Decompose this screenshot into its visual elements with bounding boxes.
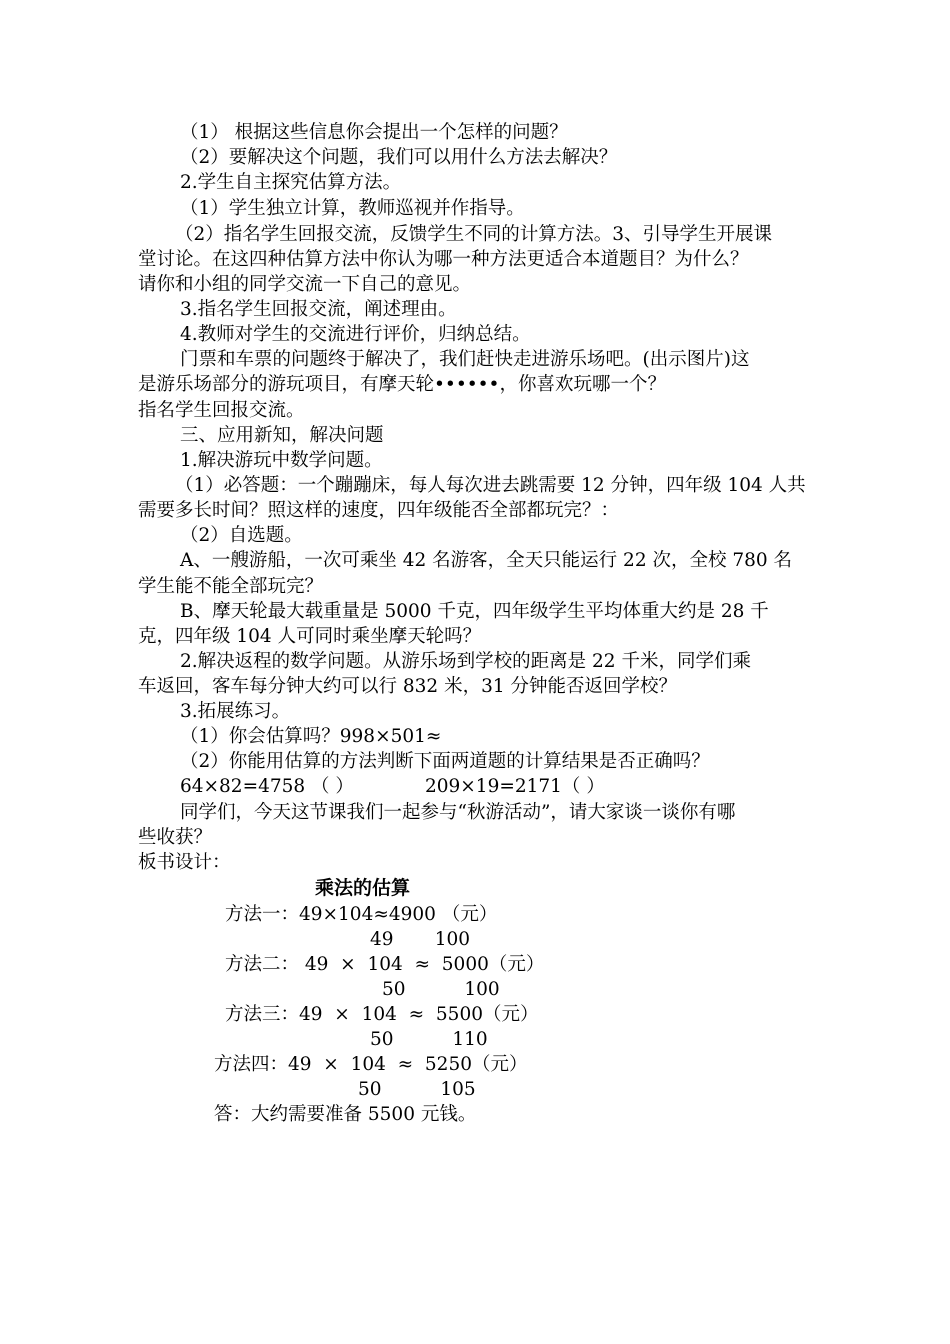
step-2-heading: 2.学生自主探究估算方法。 (180, 172, 402, 193)
section-3-heading: 三、应用新知，解决问题 (180, 425, 384, 446)
transition-para-cont: 是游乐场部分的游玩项目，有摩天轮••••••，你喜欢玩哪一个？ (138, 374, 666, 395)
closing-question-cont: 些收获？ (138, 827, 213, 848)
method-1: 方法一：49×104≈4900 （元） (225, 904, 498, 925)
optional-heading: （2）自选题。 (180, 525, 303, 546)
board-title: 乘法的估算 (315, 877, 411, 899)
transition-para: 门票和车票的问题终于解决了，我们赶快走进游乐场吧。(出示图片)这 (180, 349, 750, 370)
step-2-item-2: （2）指名学生回报交流，反馈学生不同的计算方法。3、引导学生开展课 (175, 224, 773, 245)
method-4-approx: 50 105 (358, 1079, 476, 1100)
step-2-item-1: （1）学生独立计算，教师巡视并作指导。 (180, 198, 525, 219)
optional-b-cont: 克，四年级 104 人可同时乘坐摩天轮吗？ (138, 626, 482, 647)
check-equation-1: 64×82=4758 （ ） (180, 776, 354, 797)
extension-1: （1）你会估算吗？998×501≈ (180, 726, 442, 747)
question-1: （1） 根据这些信息你会提出一个怎样的问题？ (180, 122, 568, 143)
method-2-approx: 50 100 (382, 979, 500, 1000)
step-2-item-2-cont: 堂讨论。在这四种估算方法中你认为哪一种方法更适合本道题目？为什么？ (138, 249, 749, 270)
step-4: 4.教师对学生的交流进行评价，归纳总结。 (180, 324, 531, 345)
section-3-item-1: 1.解决游玩中数学问题。 (180, 450, 383, 471)
return-trip-question: 2.解决返程的数学问题。从游乐场到学校的距离是 22 千米，同学们乘 (180, 651, 751, 672)
extension-heading: 3.拓展练习。 (180, 701, 291, 722)
extension-2: （2）你能用估算的方法判断下面两道题的计算结果是否正确吗？ (180, 751, 710, 772)
step-2-item-2-cont2: 请你和小组的同学交流一下自己的意见。 (138, 274, 472, 295)
transition-para-cont2: 指名学生回报交流。 (138, 400, 305, 421)
optional-a: A、一艘游船，一次可乘坐 42 名游客，全天只能运行 22 次，全校 780 名 (180, 550, 793, 571)
required-question: （1）必答题：一个蹦蹦床，每人每次进去跳需要 12 分钟，四年级 104 人共 (175, 475, 806, 496)
board-answer: 答：大约需要准备 5500 元钱。 (214, 1104, 477, 1125)
closing-question: 同学们，今天这节课我们一起参与“秋游活动”，请大家谈一谈你有哪 (180, 802, 736, 823)
method-2: 方法二： 49 × 104 ≈ 5000（元） (225, 954, 545, 975)
method-4: 方法四：49 × 104 ≈ 5250（元） (214, 1054, 528, 1075)
method-3: 方法三：49 × 104 ≈ 5500（元） (225, 1004, 539, 1025)
question-2: （2）要解决这个问题，我们可以用什么方法去解决？ (180, 147, 618, 168)
check-equation-2: 209×19=2171（ ） (425, 776, 605, 797)
step-3: 3.指名学生回报交流，阐述理由。 (180, 299, 457, 320)
method-3-approx: 50 110 (370, 1029, 488, 1050)
optional-b: B、摩天轮最大载重量是 5000 千克，四年级学生平均体重大约是 28 千 (180, 601, 769, 622)
method-1-approx: 49 100 (370, 929, 471, 950)
optional-a-cont: 学生能不能全部玩完？ (138, 576, 324, 597)
board-design-label: 板书设计： (138, 852, 231, 873)
required-question-cont: 需要多长时间？照这样的速度，四年级能否全部都玩完？： (138, 500, 620, 521)
return-trip-question-cont: 车返回，客车每分钟大约可以行 832 米，31 分钟能否返回学校？ (138, 676, 677, 697)
